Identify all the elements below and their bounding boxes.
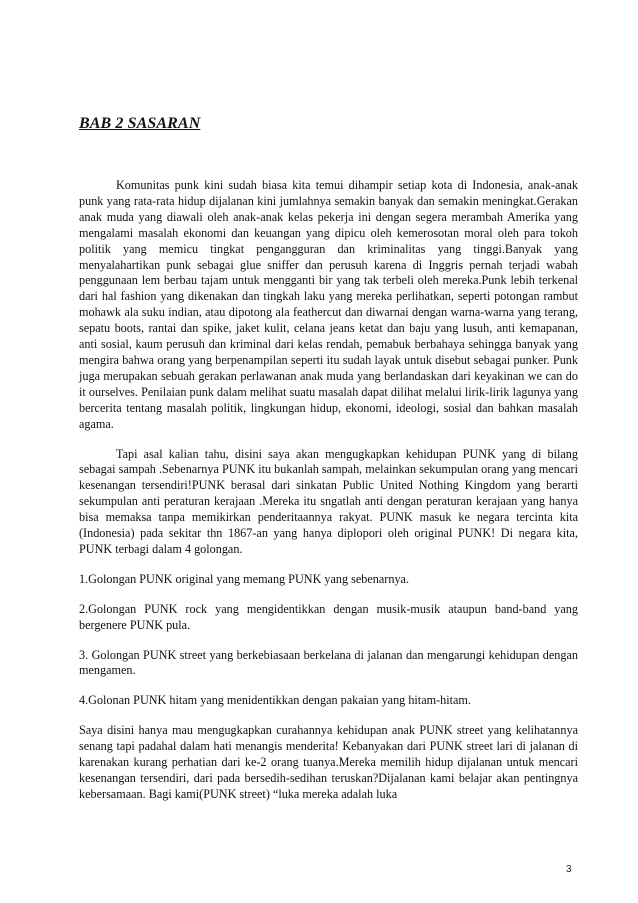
list-item-golongan-4: 4.Golonan PUNK hitam yang menidentikkan dengan pakaian yang hitam-hitam. (79, 693, 471, 708)
page-number: 3 (566, 864, 572, 875)
list-item-golongan-3: 3. Golongan PUNK street yang berkebiasaan berkelana di jalanan dan mengarungi kehidupan dengan mengamen. (79, 647, 578, 678)
paragraph-punk-origin: Tapi asal kalian tahu, disini saya akan mengugkapkan kehidupan PUNK yang di bilang sebagai sampah .Sebenarnya PUNK itu bukanlah sampah, melainkan sekumpulan orang yang mencari kesenangan tersendiri!PUNK berasal dari sinkatan Public United Nothing Kingdom yang berarti sekumpulan anti peraturan kerajaan .Mereka itu sngatlah anti dengan peraturan kerajaan yang hanya bisa memaksa tanpa memikirkan penderitaannya rakyat. PUNK masuk ke negara tercinta kita (Indonesia) pada sekitar thn 1867-an yang hanya diplopori oleh original PUNK! Di negara kita, PUNK terbagi dalam 4 golongan. (79, 446, 578, 556)
list-item-golongan-2: 2.Golongan PUNK rock yang mengidentikkan dengan musik-musik ataupun band-band yang bergenere PUNK pula. (79, 601, 578, 632)
document-body (79, 178, 578, 803)
list-item-golongan-1: 1.Golongan PUNK original yang memang PUNK yang sebenarnya. (79, 571, 410, 586)
paragraph-intro: Komunitas punk kini sudah biasa kita temui dihampir setiap kota di Indonesia, anak-anak punk yang rata-rata hidup dijalanan kini jumlahnya semakin banyak dan semakin meningkat.Gerakan anak muda yang diawali oleh anak-anak kelas pekerja ini dengan segera merambah Amerika yang mengalami masalah ekonomi dan keuangan yang dipicu oleh kemerosotan moral oleh para tokoh politik yang memicu tingkat pengangguran dan kriminalitas yang tinggi.Banyak yang menyalahartikan punk sebagai glue sniffer dan perusuh karena di Inggris pernah terjadi wabah penggunaan lem berbau tajam untuk mengganti bir yang tak terbeli oleh mereka.Punk lebih terkenal dari hal fashion yang dikenakan dan tingkah laku yang mereka perlihatkan, seperti potongan rambut mohawk ala suku indian, atau dipotong ala feathercut dan diwarnai dengan warna-warna yang terang, sepatu boots, rantai dan spike, jaket kulit, celana jeans ketat dan baju yang lusuh, anti kemapanan, anti sosial, kaum perusuh dan kriminal dari kelas rendah, pemabuk berbahaya sehingga banyak yang mengira bahwa orang yang berpenampilan seperti itu sudah layak untuk disebut sebagai punker. Punk juga merupakan sebuah gerakan perlawanan anak muda yang berlandaskan dari keyakinan we can do it ourselves. Penilaian punk dalam melihat suatu masalah dapat dilihat melalui lirik-lirik lagunya yang bercerita tentang masalah politik, lingkungan hidup, ekonomi, ideologi, sosial dan bahkan masalah agama. (79, 178, 578, 431)
paragraph-punk-street: Saya disini hanya mau mengugkapkan curahannya kehidupan anak PUNK street yang kelihatannya senang tapi padahal dalam hati menangis menderita! Kebanyakan dari PUNK street lari di jalanan di karenakan kurang perhatian dari ke-2 orang tuanya.Mereka memilih hidup dijalanan untuk mencari kesenangan tersendiri, dari pada bersedih-sedihan teruskan?Dijalanan kami belajar akan pentingnya kebersamaan. Bagi kami(PUNK street) “luka mereka adalah luka (79, 723, 578, 801)
chapter-heading: BAB 2 SASARAN (79, 115, 201, 132)
